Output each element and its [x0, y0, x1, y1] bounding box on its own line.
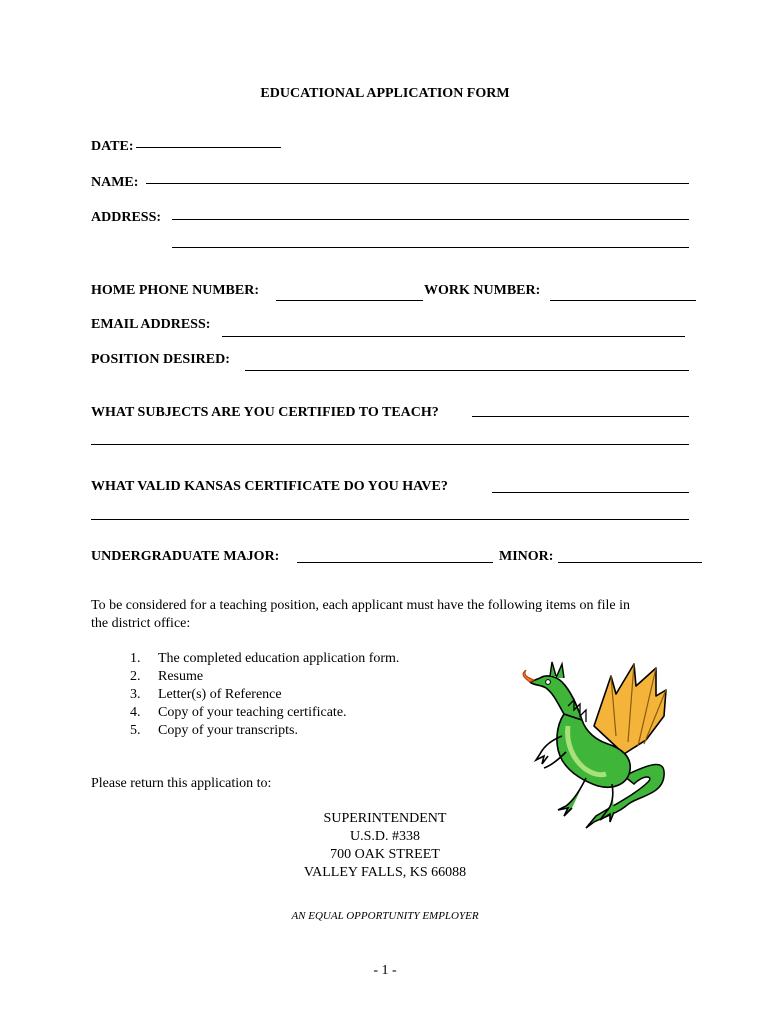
- address-line-4: VALLEY FALLS, KS 66088: [303, 865, 467, 880]
- address-line-2: U.S.D. #338: [349, 829, 420, 844]
- instructions-line2: the district office:: [91, 616, 191, 631]
- form-title: EDUCATIONAL APPLICATION FORM: [260, 86, 510, 101]
- home-phone-field[interactable]: [276, 300, 423, 301]
- horns: [550, 662, 564, 678]
- home-phone-label: HOME PHONE NUMBER:: [91, 283, 259, 298]
- return-instructions: Please return this application to:: [91, 776, 272, 791]
- certificate-label: WHAT VALID KANSAS CERTIFICATE DO YOU HAVE?: [91, 479, 448, 494]
- equal-opportunity-notice: AN EQUAL OPPORTUNITY EMPLOYER: [291, 910, 479, 922]
- list-item: 4. Copy of your teaching certificate.: [130, 705, 347, 720]
- work-number-label: WORK NUMBER:: [424, 283, 541, 298]
- list-item: 1. The completed education application form.: [130, 651, 400, 666]
- major-field[interactable]: [297, 562, 493, 563]
- fire-breath: [523, 670, 534, 682]
- address-field-line1[interactable]: [172, 219, 689, 220]
- subjects-field-line2[interactable]: [91, 444, 689, 445]
- dragon-mascot-image: [516, 656, 686, 836]
- certificate-field-line2[interactable]: [91, 519, 689, 520]
- address-field-line2[interactable]: [172, 247, 689, 248]
- date-label: DATE:: [91, 139, 134, 154]
- work-number-field[interactable]: [550, 300, 696, 301]
- head-shape: [530, 676, 582, 720]
- minor-field[interactable]: [558, 562, 702, 563]
- position-field[interactable]: [245, 370, 689, 371]
- address-line-3: 700 OAK STREET: [330, 847, 440, 862]
- requirements-list: [130, 650, 399, 740]
- subjects-field-line1[interactable]: [472, 416, 689, 417]
- email-field[interactable]: [222, 336, 685, 337]
- list-item: 5. Copy of your transcripts.: [130, 723, 298, 738]
- address-label: ADDRESS:: [91, 210, 162, 225]
- subjects-label: WHAT SUBJECTS ARE YOU CERTIFIED TO TEACH?: [91, 405, 439, 420]
- major-label: UNDERGRADUATE MAJOR:: [91, 549, 280, 564]
- address-line-1: SUPERINTENDENT: [323, 811, 447, 826]
- eye: [546, 680, 551, 685]
- list-item: 2. Resume: [130, 669, 204, 684]
- name-label: NAME:: [91, 175, 139, 190]
- minor-label: MINOR:: [499, 549, 554, 564]
- name-field[interactable]: [146, 183, 689, 184]
- page-number: - 1 -: [373, 963, 397, 978]
- list-item: 3. Letter(s) of Reference: [130, 687, 282, 702]
- certificate-field-line1[interactable]: [492, 492, 689, 493]
- date-field[interactable]: [136, 147, 281, 148]
- instructions-line1: To be considered for a teaching position, each applicant must have the following items on file in: [91, 598, 631, 613]
- position-label: POSITION DESIRED:: [91, 352, 230, 367]
- email-label: EMAIL ADDRESS:: [91, 317, 211, 332]
